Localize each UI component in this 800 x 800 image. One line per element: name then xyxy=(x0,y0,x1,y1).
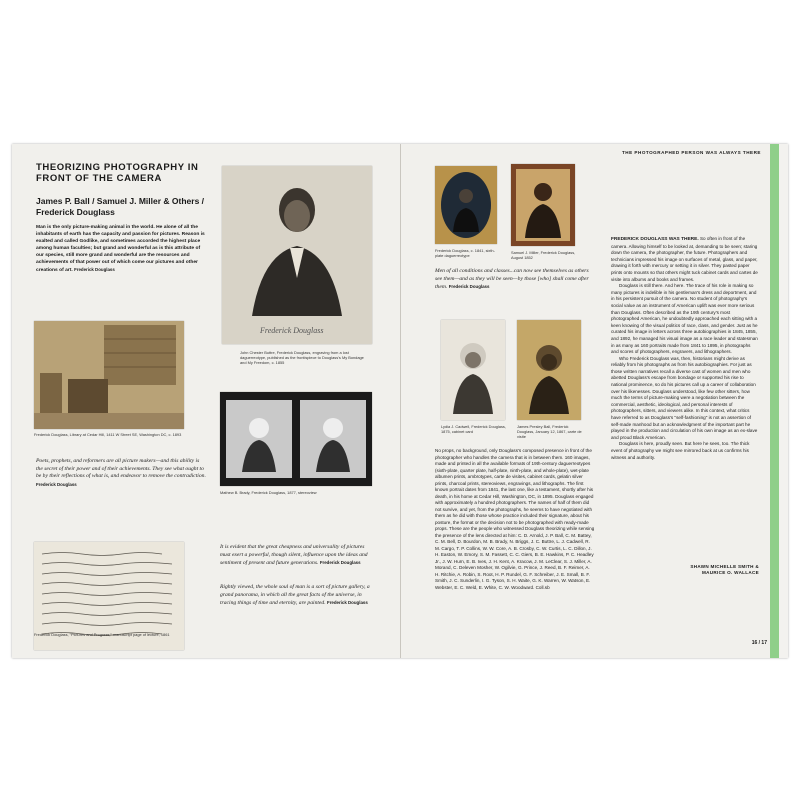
douglass-engraving-photo xyxy=(222,166,372,344)
quote-cheapness: It is evident that the great cheapness and universality of pictures must exert a powerful, though silent, influence upon the ideas and sentiment of present and future generations. Frederick Douglass xyxy=(220,544,368,567)
body-col2-p1: FREDERICK DOUGLASS WAS THERE. So often in front of the camera. Allowing himself to be looked at, demanding to be seen; staring down the camera, the photographer, the future. Photographers and technicians impressed his image on surfaces of metal, glass, and paper, drawing it forth with mercury or setting it in silver. They pasted paper prints onto mounts so that others might tuck cabinet cards and cartes de visite into albums and books and frames. xyxy=(611,236,758,282)
intro-quote: Man is the only picture-making animal in the world. He alone of all the inhabitants of earth has the capacity and passion for pictures. Reason is exalted and called Godlike, and sometimes accorded the highest place among human faculties; but grand and wonderful as is this attribute of our species, still more grand and wonderful are the resources and achievements of that power out of which come our pictures and other creations of art. Frederick Douglass xyxy=(36,225,205,273)
portrait-signature: Frederick Douglass xyxy=(260,326,324,335)
right-page xyxy=(401,144,779,658)
quote-gallery: Rightly viewed, the whole soul of man is a sort of picture gallery, a grand panorama, in which all the great facts of the universe, in tracing things of time and eternity, are painted. Frederick Douglass xyxy=(220,584,370,607)
caption-cadwell: Lydia J. Cadwell, Frederick Douglass, 1875, cabinet card xyxy=(441,424,506,434)
quote-men: Men of all conditions and classes...can now see themselves as others see them—and as they will be seen—by those [who] shall come after them. Frederick Douglass xyxy=(435,268,589,291)
caption-daguerreotype: Frederick Douglass, c. 1841, sixth-plate daguerreotype xyxy=(435,248,495,258)
body-col2-p2: Douglass is still there. And here. The trace of his role in making so many pictures is indelible in his gentleman's dress and deportment, and in his persistent pursuit of the camera. No student of photography's social value as an instrument of American uplift was ever more serious than Douglass. Often described as the 19th century's most photographed American, he undoubtedly approached each sitting with a keen knowing of the visual politics of race, class, and gender. Just as he curated his image in letters across three autobiographies in 1845, 1855, and 1892, he managed his visual image as a race leader and statesman in as many as 160 portraits made from 1841 to 1895, in photographs and scores of photographers, engravers, and lithographers. xyxy=(611,283,758,355)
body-col2-p3: Who Frederick Douglass was, then, historians might derive as reliably from his photographs as from his autobiographies. For just as those written narratives recall a diverse cast of women and men who abetted Douglass's escape from bondage or supported his rise to national prominence, so do his pictures call up a career of collaboration over his likenesses. Douglass understood, like few other sitters, how much the terms of picture-making were a negotiation between the commercial, aesthetic, ideological, and personal interests of photographers, sitters, and viewers alike. In this context, what critics have referred to as Douglass's "self-fashioning" is not an assertion of self-made manhood but an acknowledgment of the important part he played in the production and circulation of his own image as an ex-slave and proud Black American. xyxy=(611,355,758,440)
section-title: THEORIZING PHOTOGRAPHY IN FRONT OF THE CAMERA xyxy=(36,162,199,184)
intro-source: Frederick Douglass xyxy=(74,267,115,272)
green-edge-strip xyxy=(770,144,779,658)
stereoview-photo xyxy=(220,392,372,486)
library-photo xyxy=(34,321,184,429)
lead-in: FREDERICK DOUGLASS WAS THERE. xyxy=(611,237,699,242)
quote-gallery-source: Frederick Douglass xyxy=(327,600,368,606)
caption-library: Frederick Douglass, Library at Cedar Hill, 1411 W Street SE, Washington DC, c. 1893 xyxy=(34,432,182,437)
caption-stereoview: Mathew B. Brady, Frederick Douglass, 1877, stereoview xyxy=(220,490,317,495)
book-spread xyxy=(12,144,788,658)
caption-engraving: John Chester Buttre, Frederick Douglass, engraving from a lost daguerreotype, published as the frontispiece to Douglass's My Bondage and My Freedom, c. 1855 xyxy=(240,350,364,365)
cadwell-cabinet-card-photo xyxy=(441,320,505,420)
quote-cheapness-source: Frederick Douglass xyxy=(319,560,361,566)
ball-carte-de-visite-photo xyxy=(517,320,581,420)
miller-portrait-photo xyxy=(511,164,575,246)
quote-poets: Poets, prophets, and reformers are all picture makers—and this ability is the secret of their power and of their achievements. They see what ought to be by their reflections of what is, and endeavor to remove the contradiction. Frederick Douglass xyxy=(36,458,206,487)
authors-heading: James P. Ball / Samuel J. Miller & Others / Frederick Douglass xyxy=(36,196,205,217)
body-text-props: No props, no background, only Douglass's composed presence in front of the photographer who handles the camera that is in between them. 160 images, made and printed in all the available formats of 19th-century daguerreotypes (sixth-plate, quarter plate, half-plate, ninth-plate, and whole-plate), wet-plate albumen prints, ambrotypes, carte de visites, cabinet cards, gelatin silver prints, charcoal prints, stereoviews, engravings, and lithographs. The first known portrait dates from 1841, the last one, like a testament, shortly after his death, in his home at Cedar Hill, Washington, DC, in 1895. Douglass engaged with approximately a hundred photographers. The names of half of them did not survive, and yet, from the photographs, he seems to have negotiated with them as he did with those whose practice included their signature, about his posture, the format or the decision not to be photographed with ready-made props. These are the people who witnessed Douglass theorizing while sensing the presence of the lens directed at him: C. D. Arnold, J. P. Ball, C. M. Battey, C. M. Bell, D. Bourdon, M. B. Brady, N. Briggs, J. C. Buttre, L. J. Cadwell, R. M. Cargo, T. P. Collins, W. W. Core, A. B. Crosby, C. W. Curtis, L. C. Dillon, J. H. Easton, W. Emory, S. M. Fassett, C. C. Giers, B. E. Hawkins, P. C. Headley Jr., J. W. Hurn, E. B. Ives, J. H. Kent, A. Kracow, J. M. LeClear, S. J. Miller, A. Morand, C. Deleven Mosher, W. Ogilvie, G. Prince, J. Reed, B. F. Reimer, A. H. Ritchie, A. Robin, S. Root, H. P. Rundel, G. F. Schreiber, J. E. Small, B. F. Smith, J. C. Sunderlin, I. G. Tyson, S. H. Waite, G. K. Warren, W. Watson, E. Webster, E. C. Weld, E. White, C. W. Woodward. Coll.sb xyxy=(435,448,595,590)
author-signature: SHAWN MICHELLE SMITH & MAURICE O. WALLACE xyxy=(690,564,759,575)
left-page xyxy=(12,144,401,658)
quote-poets-source: Frederick Douglass xyxy=(36,481,77,487)
caption-miller: Samuel J. Miller, Frederick Douglass, August 1852 xyxy=(511,250,576,260)
body-col2 xyxy=(611,236,759,461)
running-head: THE PHOTOGRAPHED PERSON WAS ALWAYS THERE xyxy=(621,150,761,155)
page-numbers: 16 / 17 xyxy=(751,640,767,646)
quote-men-source: Frederick Douglass xyxy=(448,284,490,290)
caption-ball: James Presley Ball, Frederick Douglass, January 12, 1867, carte de visite xyxy=(517,424,582,439)
daguerreotype-photo xyxy=(435,166,497,244)
body-col2-p4: Douglass is here, proudly seen. But here he sees, too. The thick event of photography we might see mirrored back at us confirms his witness and authority. xyxy=(611,441,750,460)
caption-manuscript: Frederick Douglass, "Pictures and Progress," manuscript page of lecture, 1861 xyxy=(34,632,170,637)
